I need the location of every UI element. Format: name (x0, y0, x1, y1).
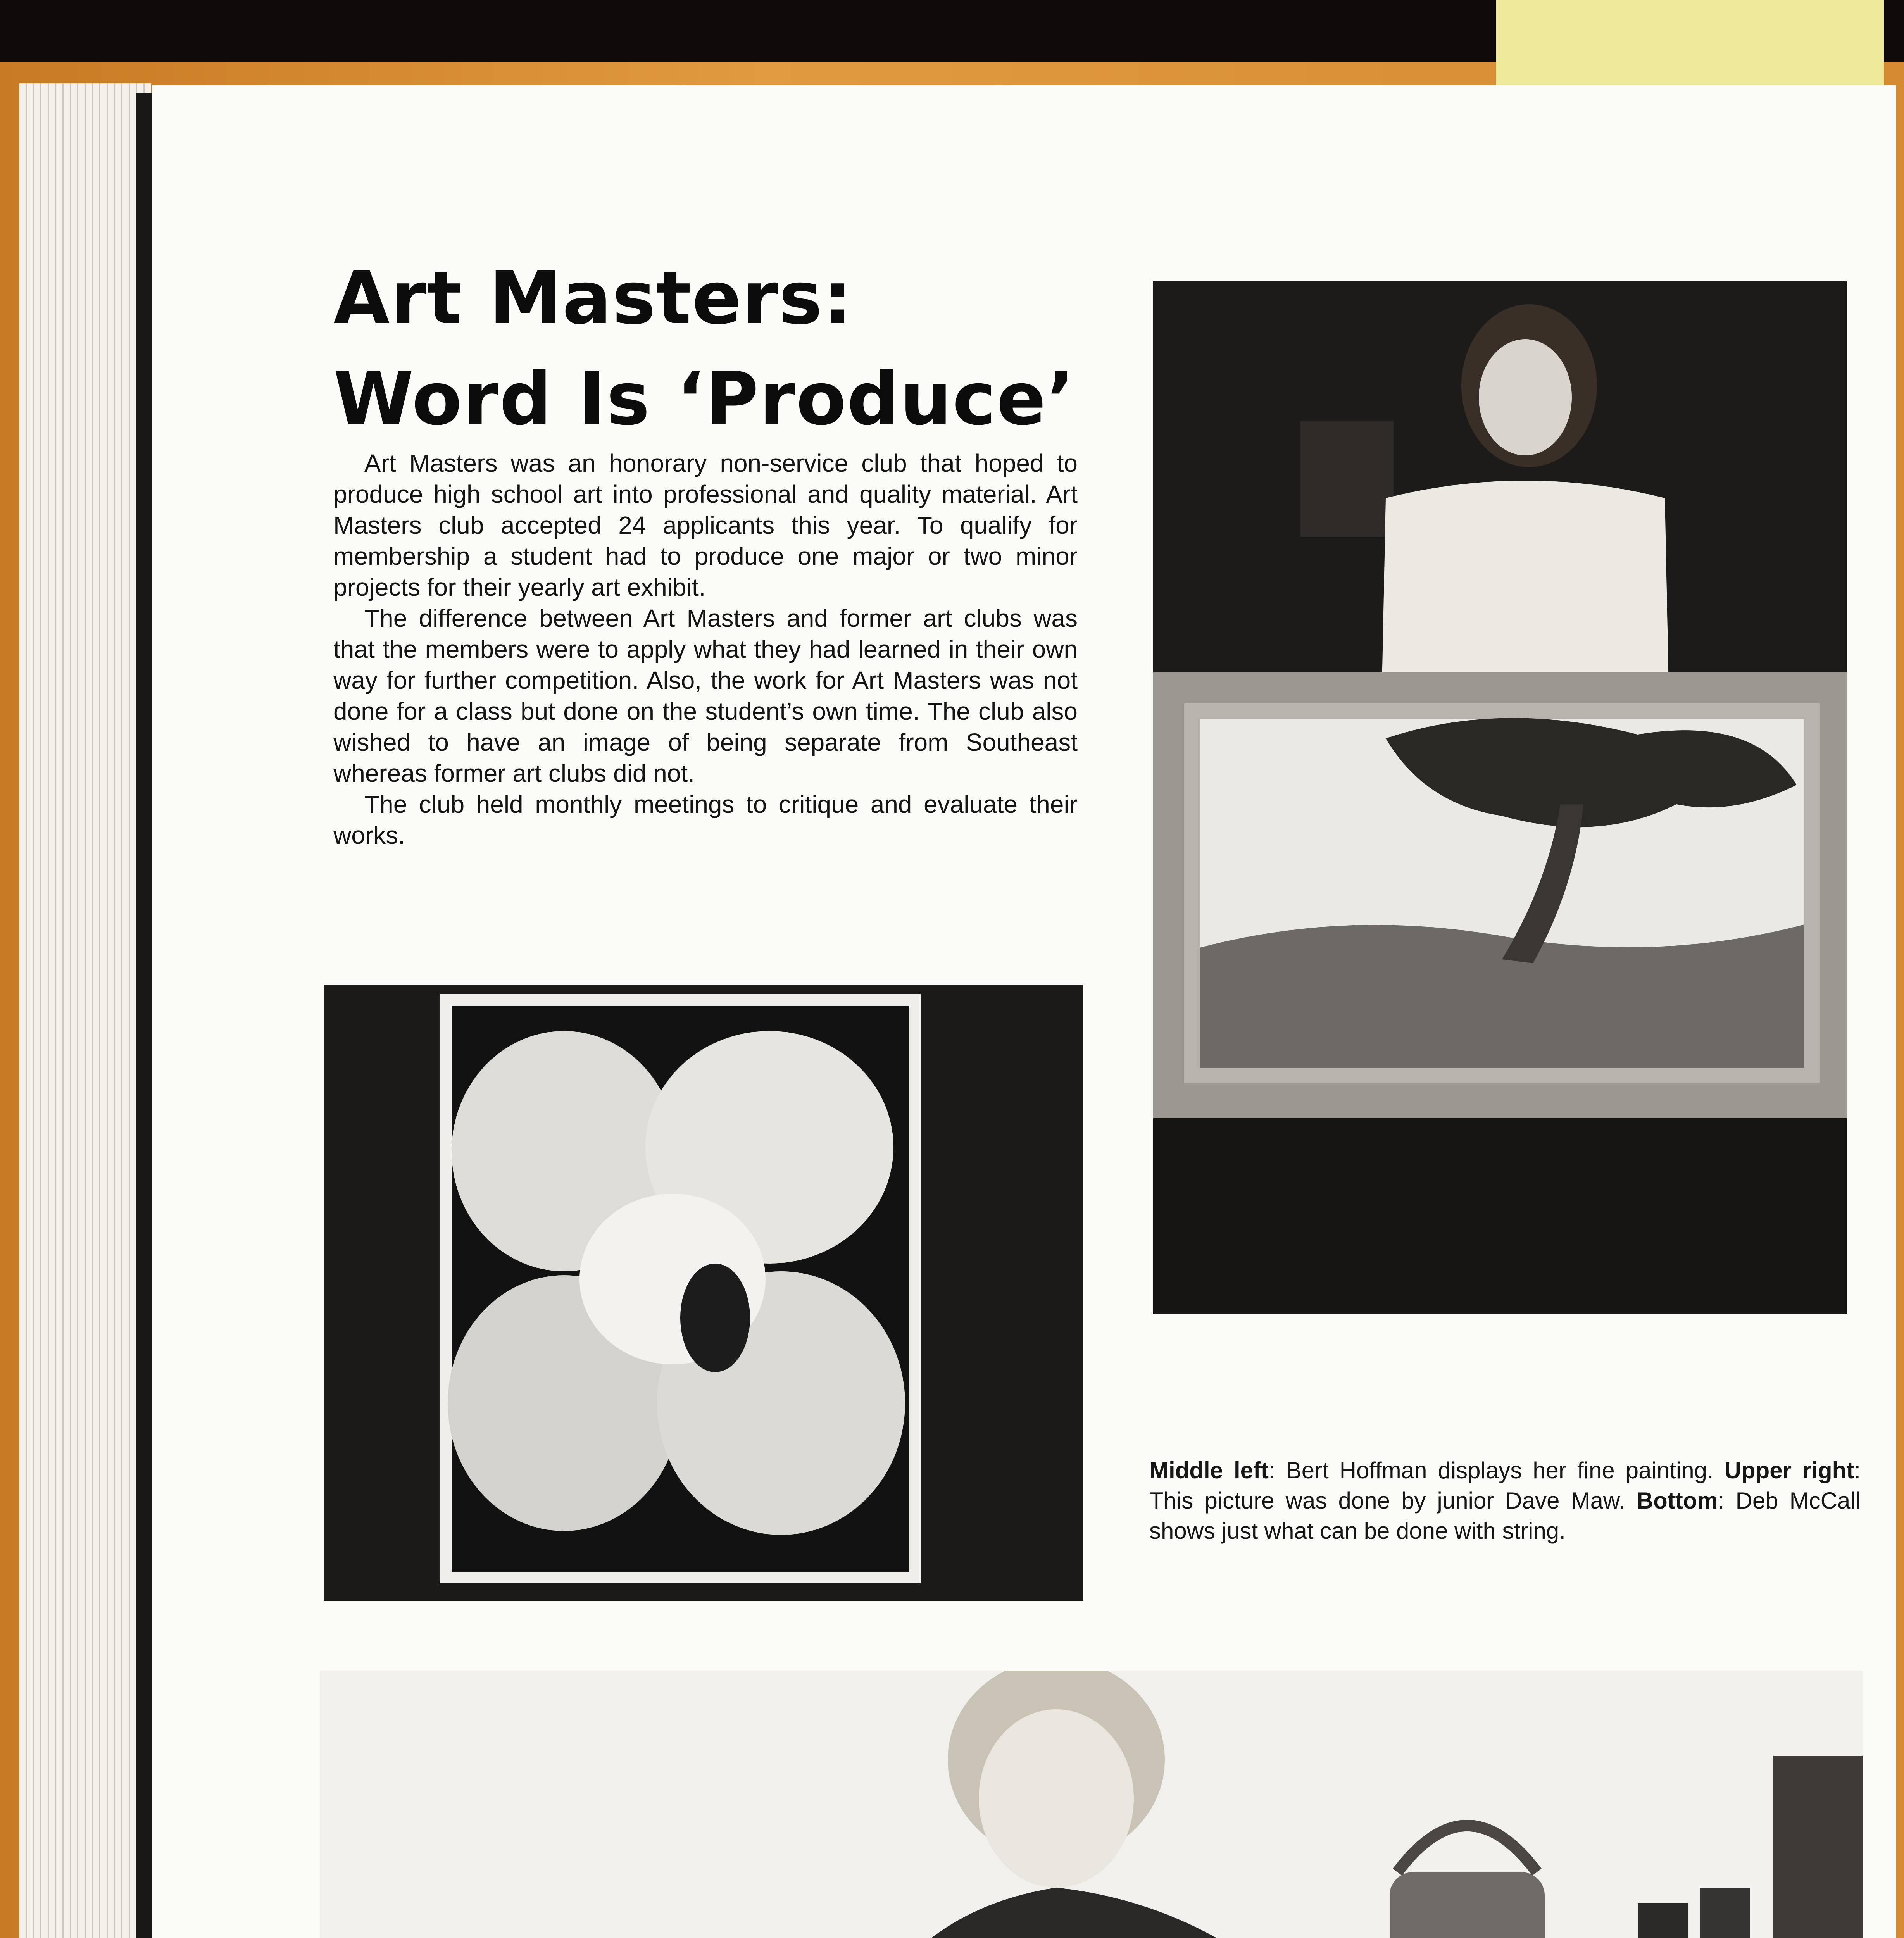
page-edges (19, 83, 151, 1938)
page-gutter (136, 93, 152, 1938)
title-line-2: Word Is ‘Produce’ (333, 357, 1075, 441)
photo-upper-right (1153, 281, 1847, 1314)
paragraph-2: The difference between Art Masters and former art clubs was that the members were to apply what they had learned in their own way for further competition. Also, the work for Art Masters was not done for a class but done on the student’s own time. The club also wished to have an image of being separate from Southeast whereas former art clubs did not. (333, 604, 1078, 787)
photo-bottom (320, 1671, 1863, 1938)
caption-text-upper: : This picture was done by junior Dave Maw. (1149, 1457, 1861, 1514)
page-title (333, 248, 1075, 450)
title-line-1: Art Masters: (333, 256, 853, 341)
paragraph-1: Art Masters was an honorary non-service club that hoped to produce high school art into professional and quality material. Art Masters club accepted 24 applicants this year. To qualify for membership a student had to produce one major or two minor projects for their yearly art exhibit. (333, 449, 1078, 601)
caption-label-bottom: Bottom (1636, 1488, 1718, 1514)
caption-text-bottom: : Deb McCall shows just what can be done with string. (1149, 1488, 1861, 1544)
article-body (333, 448, 1078, 851)
photo-middle-left (324, 985, 1083, 1601)
sticky-note (1496, 0, 1884, 89)
caption-label-upper: Upper right (1724, 1457, 1854, 1483)
caption-text-middle: : Bert Hoffman displays her fine painting. (1269, 1457, 1725, 1483)
paragraph-3: The club held monthly meetings to critique and evaluate their works. (333, 790, 1078, 849)
photo-caption (1149, 1455, 1861, 1546)
caption-label-middle: Middle left (1149, 1457, 1269, 1483)
